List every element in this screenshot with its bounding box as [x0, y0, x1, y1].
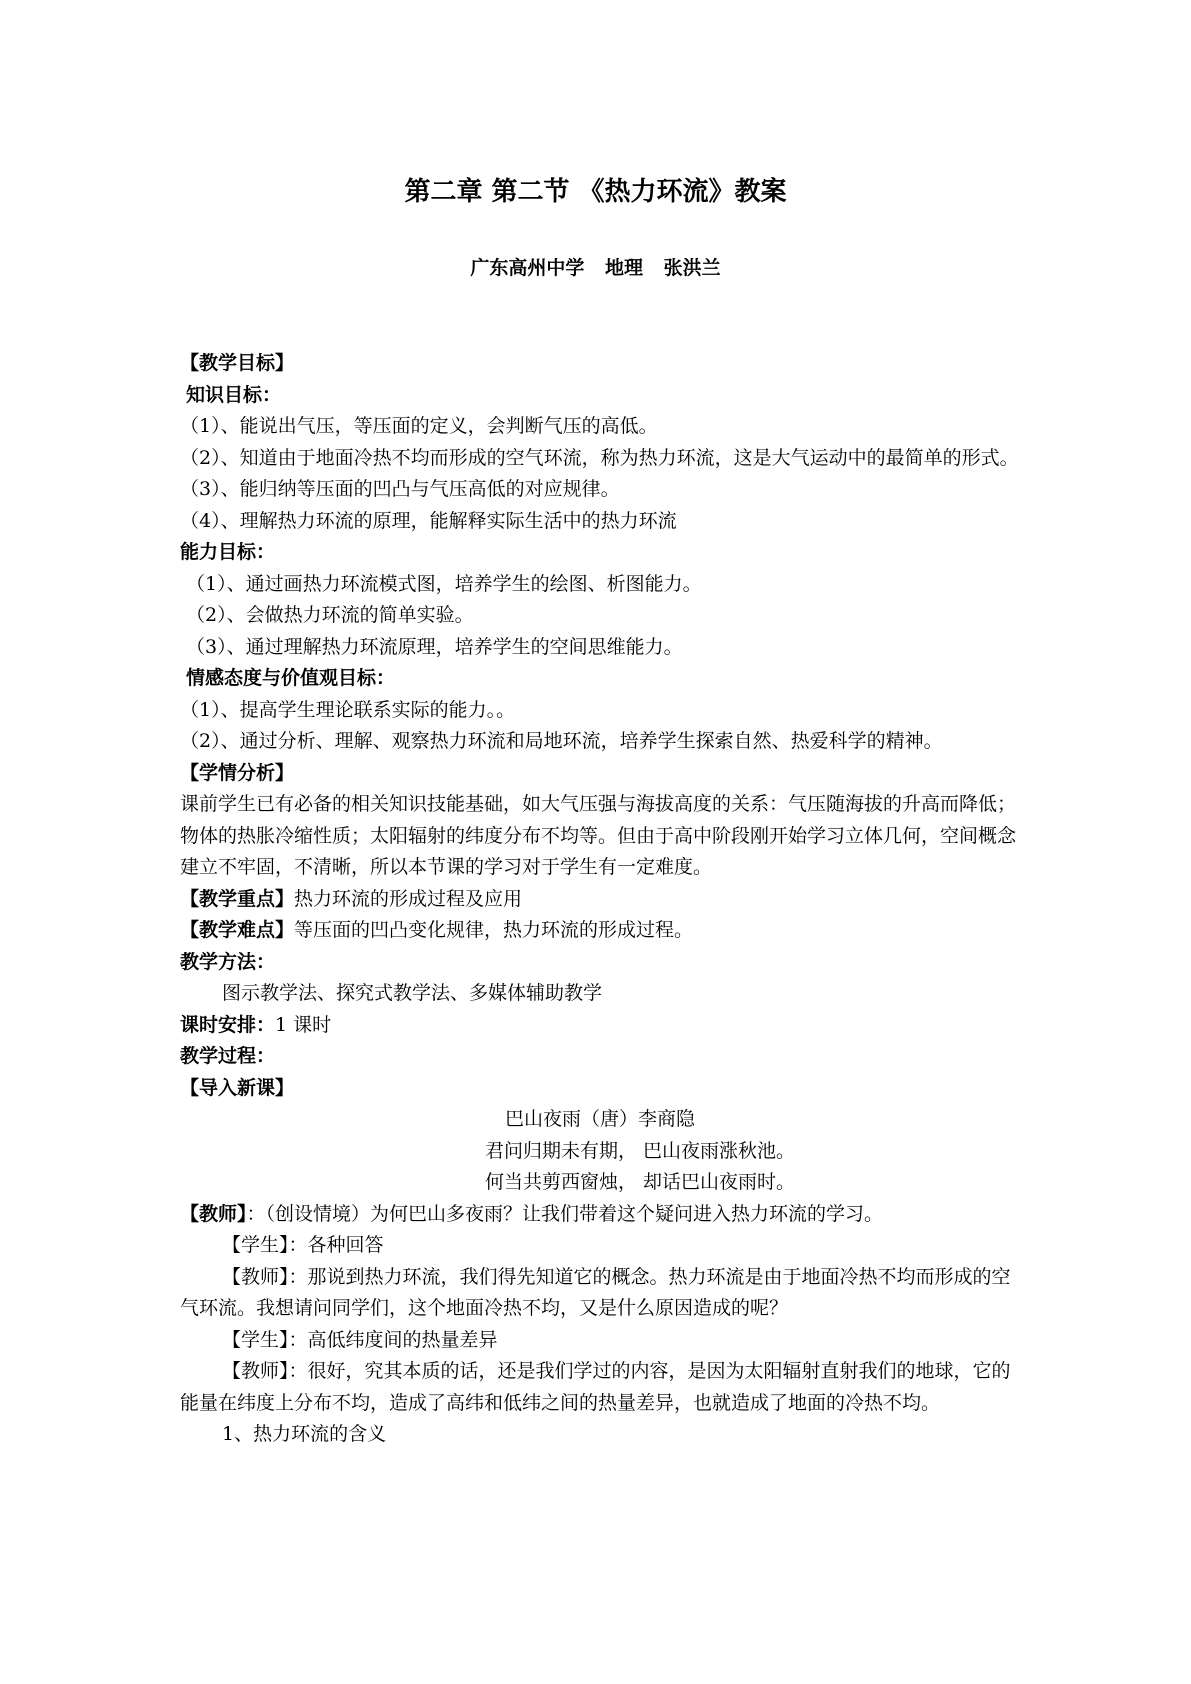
difficulty-label: 【教学难点】: [180, 919, 295, 941]
emotion-item-1: （1）、提高学生理论联系实际的能力。。: [180, 698, 516, 721]
dialogue-line: [180, 1262, 1020, 1325]
poem-line-1: 君问归期未有期， 巴山夜雨涨秋池。: [484, 1139, 796, 1162]
dialogue-text: ：各种回答: [288, 1234, 384, 1256]
section-heading: 1、热力环流的含义: [222, 1423, 387, 1445]
knowledge-item-2: （2）、知道由于地面冷热不均而形成的空气环流，称为热力环流，这是大气运动中的最简单的形式。: [180, 446, 1019, 469]
poem-title: 巴山夜雨（唐）李商隐: [504, 1108, 695, 1130]
key-point-row: [180, 884, 1020, 916]
page-title: 第二章 第二节 《热力环流》教案: [404, 177, 787, 207]
dialogue-text: ：很好，究其本质的话，还是我们学过的内容，是因为太阳辐射直射我们的地球，它的能量在纬度上分布不均，造成了高纬和低纬之间的热量差异，也就造成了地面的冷热不均。: [180, 1360, 1011, 1414]
ability-item-1: （1）、通过画热力环流模式图，培养学生的绘图、析图能力。: [186, 572, 702, 595]
emotion-item-2: （2）、通过分析、理解、观察热力环流和局地环流，培养学生探索自然、热爱科学的精神。: [180, 730, 943, 752]
knowledge-item-4: （4）、理解热力环流的原理，能解释实际生活中的热力环流: [180, 509, 677, 532]
difficulty-row: [180, 915, 1020, 947]
dialogue-line: [180, 1356, 1020, 1419]
dialogue-line: [180, 1230, 1020, 1262]
intro-heading: 【导入新课】: [180, 1076, 295, 1099]
document-body: [180, 348, 1020, 1451]
methods-text: 图示教学法、探究式教学法、多媒体辅助教学: [222, 982, 603, 1004]
key-point-label: 【教学重点】: [180, 887, 295, 910]
dialogue-speaker: 【学生】: [222, 1328, 289, 1351]
objectives-heading: 【教学目标】: [180, 352, 295, 374]
dialogue-text: ：高低纬度间的热量差异: [288, 1328, 498, 1351]
process-heading: 教学过程：: [180, 1045, 276, 1067]
ability-item-3: （3）、通过理解热力环流原理，培养学生的空间思维能力。: [186, 635, 683, 658]
dialogue-speaker: 【教师】: [180, 1202, 247, 1225]
dialogue-speaker: 【教师】: [222, 1360, 289, 1382]
knowledge-item-3: （3）、能归纳等压面的凹凸与气压高低的对应规律。: [180, 478, 620, 500]
dialogue-speaker: 【学生】: [222, 1234, 289, 1256]
schedule-label: 课时安排：: [180, 1013, 276, 1036]
analysis-heading: 【学情分析】: [180, 761, 295, 784]
dialogue-speaker: 【教师】: [222, 1265, 289, 1288]
dialogue-line: [180, 1325, 1020, 1357]
analysis-text: 课前学生已有必备的相关知识技能基础，如大气压强与海拔高度的关系：气压随海拔的升高而降低；物体的热胀冷缩性质；太阳辐射的纬度分布不均等。但由于高中阶段刚开始学习立体几何，空间概念建立不牢固，不清晰，所以本节课的学习对于学生有一定难度。: [180, 793, 1017, 878]
ability-heading: 能力目标：: [180, 541, 276, 563]
author-line: 广东高州中学 地理 张洪兰: [470, 257, 721, 279]
emotion-heading: 情感态度与价值观目标：: [186, 667, 396, 689]
methods-heading: 教学方法：: [180, 950, 276, 973]
dialogue-line: [180, 1199, 1020, 1231]
ability-item-2: （2）、会做热力环流的简单实验。: [186, 604, 474, 626]
knowledge-item-1: （1）、能说出气压，等压面的定义，会判断气压的高低。: [180, 415, 658, 437]
knowledge-heading: 知识目标：: [186, 383, 282, 406]
dialogue-text: ：那说到热力环流，我们得先知道它的概念。热力环流是由于地面冷热不均而形成的空气环流。我想请问同学们，这个地面冷热不均，又是什么原因造成的呢？: [180, 1265, 1011, 1319]
difficulty-text: 等压面的凹凸变化规律，热力环流的形成过程。: [294, 919, 694, 941]
schedule-text: 1 课时: [275, 1013, 332, 1036]
dialogue-text: ：（创设情境）为何巴山多夜雨？让我们带着这个疑问进入热力环流的学习。: [246, 1202, 884, 1225]
schedule-row: [180, 1010, 1020, 1042]
key-point-text: 热力环流的形成过程及应用: [294, 887, 523, 910]
poem-line-2: 何当共剪西窗烛， 却话巴山夜雨时。: [484, 1171, 796, 1193]
